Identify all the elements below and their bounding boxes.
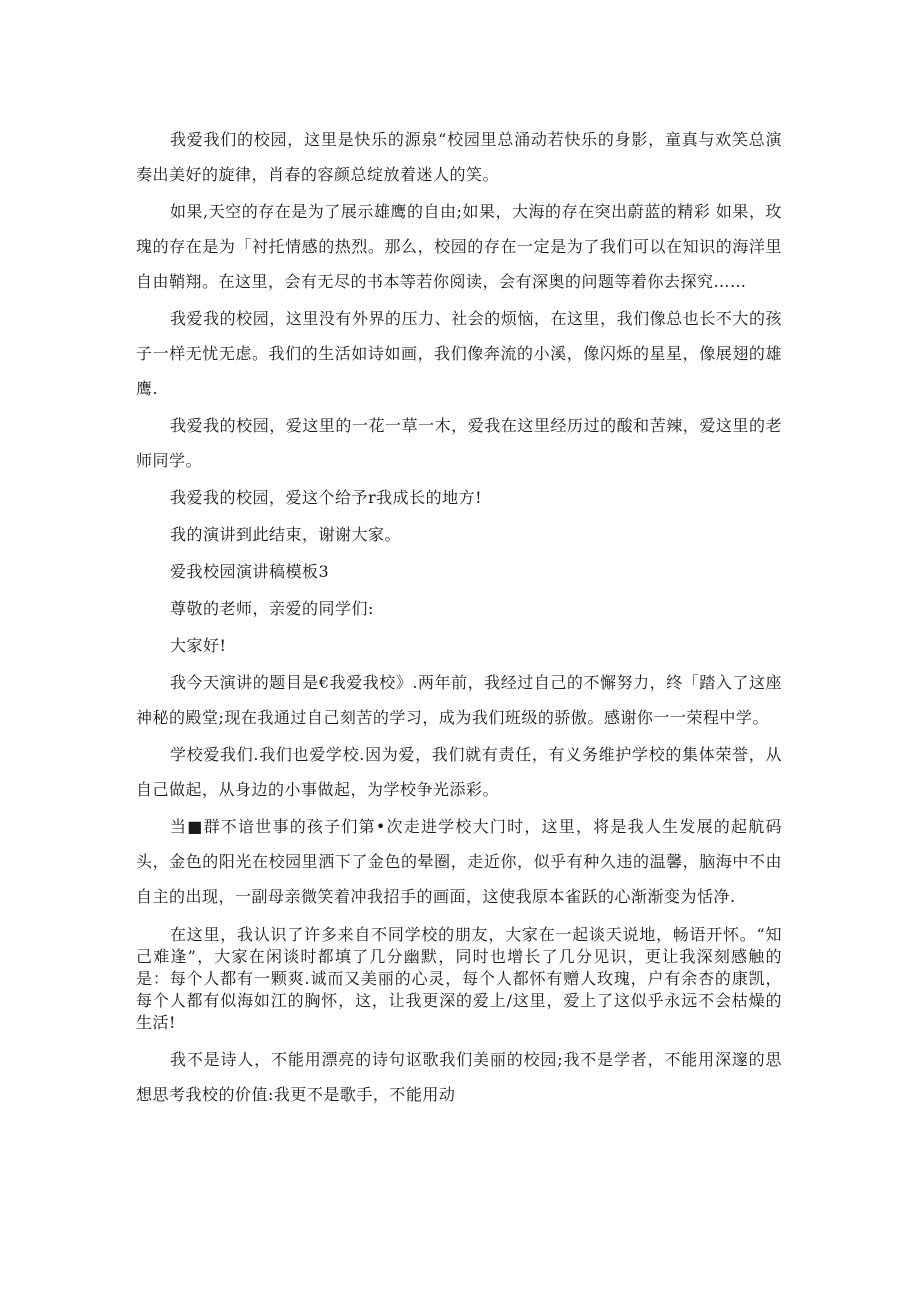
paragraph-6: 我的演讲到此结束，谢谢大家。 <box>170 525 402 544</box>
salutation: 尊敬的老师，亲爱的同学们: <box>170 599 374 618</box>
greeting: 大家好! <box>170 636 227 655</box>
paragraph-4: 我爱我的校园，爱这里的一花一草一木，爱我在这里经历过的酸和苦辣，爱这里的老师同学。 <box>136 416 782 470</box>
paragraph-1: 我爱我们的校园，这里是快乐的源泉“校园里总涌动若快乐的身影，童真与欢笑总演奏出美好的旋律，肖春的容颜总绽放着迷人的笑。 <box>136 130 782 184</box>
section-title: 爱我校园演讲稿模板3 <box>170 562 330 581</box>
paragraph-2: 如果,天空的存在是为了展示雄鹰的自由;如果，大海的存在突出蔚蓝的精彩 如果，玫瑰的存在是为「衬托情感的热烈。那么，校园的存在一定是为了我们可以在知识的海洋里自由鞘翔。在这里，会有无尽的书本等若你阅读，会有深奥的问题等着你去探究…… <box>136 202 782 291</box>
paragraph-11: 学校爱我们.我们也爱学校.因为爱，我们就有责任，有义务维护学校的集体荣誉，从自己做起，从身边的小事做起，为学校争光添彩。 <box>136 745 782 799</box>
paragraph-13: 在这里，我认识了许多来自不同学校的朋友，大家在一起谈天说地，畅语开怀。“知己难逢”，大家在闲谈时都填了几分幽默，同时也增长了几分见识，更让我深刻感触的是：每个人都有一颗爽.诚而又美丽的心灵，每个人都怀有赠人玫瑰，户有余杏的康凯，每个人都有似海如江的胸怀，这，让我更深的爱上/这里，爱上了这似乎永远不会枯燥的生活! <box>136 925 782 1032</box>
paragraph-14: 我不是诗人，不能用漂亮的诗句讴歌我们美丽的校园;我不是学者，不能用深邃的思想思考我校的价值:我更不是歌手，不能用动 <box>136 1050 782 1104</box>
paragraph-10: 我今天演讲的题目是€我爱我校》.两年前，我经过自己的不懈努力，终「踏入了这座神秘的殿堂;现在我通过自己刻苦的学习，成为我们班级的骄傲。感谢你一一荣程中学。 <box>136 673 782 727</box>
paragraph-5: 我爱我的校园，爱这个给予r我成长的地方! <box>170 488 483 507</box>
paragraph-3: 我爱我的校园，这里没有外界的压力、社会的烦恼，在这里，我们像总也长不大的孩子一样无忧无虑。我们的生活如诗如画，我们像奔流的小溪，像闪烁的星星，像展翅的雄鹰. <box>136 309 782 398</box>
paragraph-12: 当■群不谙世事的孩子们第•次走进学校大门时，这里，将是我人生发展的起航码头，金色的阳光在校园里洒下了金色的晕圈，走近你，似乎有种久违的温馨，脑海中不由自主的出现，一副母亲微笑着冲我招手的画面，这使我原本雀跃的心渐渐变为恬净. <box>136 817 782 906</box>
document-body <box>136 122 782 1112</box>
